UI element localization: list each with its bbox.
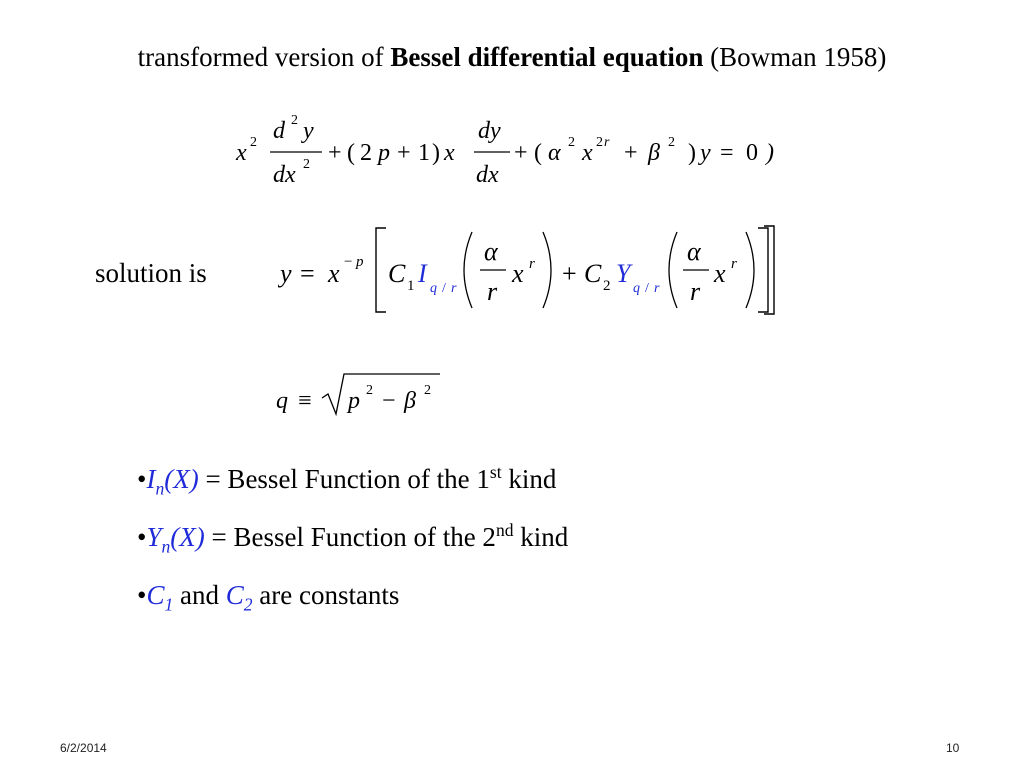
footer-date: 6/2/2014 (60, 741, 107, 755)
svg-text:x: x (512, 259, 524, 288)
svg-text:2: 2 (291, 113, 298, 128)
svg-text:(: ( (347, 140, 355, 166)
svg-text:1: 1 (407, 278, 415, 294)
svg-text:+: + (514, 140, 528, 166)
solution-equation (277, 226, 774, 314)
bullet-dot: • (137, 522, 147, 552)
svg-text:2: 2 (424, 383, 431, 398)
svg-text:+: + (624, 140, 638, 166)
constant-c1: $C_1$ (146, 580, 174, 615)
svg-text:α: α (548, 140, 561, 166)
svg-text:q: q (633, 281, 640, 296)
bullet-item-3: $•C_1$ and $C_2$ are constants (137, 580, 400, 615)
svg-text:2: 2 (250, 135, 257, 150)
bullet-text: = Bessel Function of the 2 (204, 522, 496, 552)
svg-text:2: 2 (360, 140, 372, 166)
svg-text:r: r (604, 135, 610, 150)
svg-text:p: p (348, 388, 360, 414)
svg-text:r: r (487, 277, 498, 306)
svg-text:2: 2 (596, 135, 603, 150)
svg-text:x: x (582, 140, 593, 166)
svg-text:+: + (562, 259, 577, 288)
svg-text:p: p (378, 140, 390, 166)
svg-text:q: q (276, 388, 288, 414)
svg-text:C: C (584, 259, 602, 288)
svg-text:−: − (344, 254, 353, 270)
svg-text:2: 2 (568, 135, 575, 150)
title-prefix: transformed version of (137, 42, 391, 72)
svg-text:dx: dx (273, 162, 296, 188)
svg-text:(: ( (534, 140, 542, 166)
svg-text:dx: dx (476, 162, 499, 188)
svg-text:r: r (529, 256, 535, 272)
bullet-item-1: $•I_n(X)$ = Bessel Function of the 1st kind (137, 462, 557, 499)
svg-text:x: x (714, 259, 726, 288)
svg-text:dy: dy (478, 118, 501, 144)
svg-text:d: d (273, 118, 285, 144)
bullet-dot: • (137, 464, 147, 494)
svg-text:r: r (690, 277, 701, 306)
svg-text:x: x (328, 259, 340, 288)
bullet-item-2: $•Y_n(X)$ = Bessel Function of the 2nd kind (137, 520, 569, 557)
title-bold: Bessel differential equation (390, 42, 704, 72)
svg-text:C: C (388, 259, 406, 288)
svg-text:x: x (236, 140, 247, 166)
svg-text:r: r (654, 281, 660, 296)
svg-text:α: α (687, 237, 701, 266)
svg-text:p: p (356, 254, 364, 270)
svg-text:+: + (397, 140, 411, 166)
svg-text:x: x (444, 140, 455, 166)
bullet-dot: • (137, 580, 147, 610)
svg-text:β: β (404, 388, 416, 414)
svg-text:y: y (303, 118, 314, 144)
svg-text:r: r (731, 256, 737, 272)
svg-text:=: = (300, 259, 315, 288)
svg-text:Y: Y (616, 259, 631, 288)
svg-text:=: = (720, 140, 734, 166)
solution-label: solution is (95, 258, 207, 288)
svg-text:α: α (484, 237, 498, 266)
differential-equation (235, 113, 774, 188)
svg-text:/: / (442, 281, 446, 296)
svg-text:/: / (645, 281, 649, 296)
bullet-text: = Bessel Function of the 1 (198, 464, 490, 494)
svg-text:): ) (766, 140, 774, 166)
title-suffix: (Bowman 1958) (703, 42, 887, 72)
svg-text:y: y (700, 140, 711, 166)
footer-page-number: 10 (946, 741, 960, 755)
svg-text:2: 2 (668, 135, 675, 150)
bessel-i-symbol: $I_n(X)$ (146, 464, 199, 499)
svg-text:+: + (328, 140, 342, 166)
svg-text:0: 0 (746, 140, 758, 166)
svg-text:I: I (418, 259, 427, 288)
svg-text:y: y (280, 259, 292, 288)
svg-text:1: 1 (418, 140, 430, 166)
svg-text:≡: ≡ (298, 388, 312, 414)
bessel-y-symbol: $Y_n(X)$ (146, 522, 205, 557)
q-definition (276, 374, 440, 414)
svg-text:β: β (648, 140, 660, 166)
svg-text:r: r (451, 281, 457, 296)
svg-text:−: − (382, 388, 396, 414)
svg-text:2: 2 (366, 383, 373, 398)
svg-text:): ) (432, 140, 440, 166)
svg-text:2: 2 (303, 157, 310, 172)
constant-c2: $C_2$ (225, 580, 253, 615)
svg-text:2: 2 (603, 278, 611, 294)
svg-text:): ) (688, 140, 696, 166)
svg-text:q: q (430, 281, 437, 296)
